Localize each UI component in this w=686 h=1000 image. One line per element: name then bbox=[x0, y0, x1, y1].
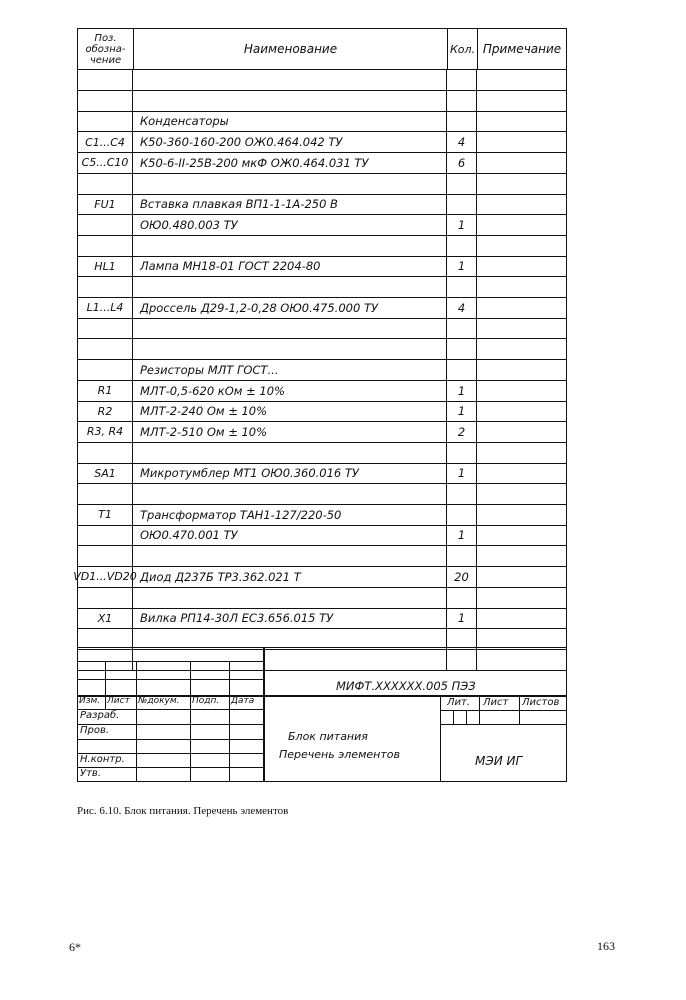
title-line1: Блок питания bbox=[288, 730, 368, 743]
row-name: Вилка РП14-30Л ЕС3.656.015 ТУ bbox=[133, 608, 447, 629]
row-quantity bbox=[447, 236, 477, 257]
table-row bbox=[77, 339, 567, 360]
row-name: Резисторы МЛТ ГОСТ... bbox=[133, 360, 447, 381]
row-position: HL1 bbox=[77, 256, 133, 277]
table-row bbox=[77, 132, 567, 153]
row-position: C1...C4 bbox=[77, 132, 133, 153]
row-name bbox=[133, 484, 447, 505]
row-note bbox=[477, 422, 567, 443]
row-note bbox=[477, 339, 567, 360]
header-name: Наименование bbox=[133, 28, 447, 70]
table-row bbox=[77, 381, 567, 402]
row-quantity: 1 bbox=[447, 608, 477, 629]
row-name: МЛТ-0,5-620 кОм ± 10% bbox=[133, 381, 447, 402]
col-list: Лист bbox=[107, 696, 130, 706]
table-row bbox=[77, 194, 567, 215]
header-position: Поз. обозна- чение bbox=[77, 28, 133, 70]
title-line2: Перечень элементов bbox=[279, 748, 400, 761]
label-listov: Листов bbox=[522, 697, 560, 708]
row-note bbox=[477, 174, 567, 195]
col-izm: Изм. bbox=[79, 696, 101, 706]
row-note bbox=[477, 318, 567, 339]
row-quantity: 2 bbox=[447, 422, 477, 443]
row-position: FU1 bbox=[77, 194, 133, 215]
table-row bbox=[77, 484, 567, 505]
row-note bbox=[477, 111, 567, 132]
table-row bbox=[77, 401, 567, 422]
row-quantity bbox=[447, 443, 477, 464]
table-row bbox=[77, 608, 567, 629]
table-row bbox=[77, 360, 567, 381]
label-list: Лист bbox=[483, 697, 509, 708]
row-position bbox=[77, 174, 133, 195]
row-name: ОЮ0.480.003 ТУ bbox=[133, 215, 447, 236]
row-quantity: 1 bbox=[447, 215, 477, 236]
row-name: Диод Д237Б ТР3.362.021 Т bbox=[133, 567, 447, 588]
row-quantity: 1 bbox=[447, 463, 477, 484]
table-row bbox=[77, 277, 567, 298]
row-quantity bbox=[447, 111, 477, 132]
row-note bbox=[477, 484, 567, 505]
row-note bbox=[477, 360, 567, 381]
table-row bbox=[77, 463, 567, 484]
row-note bbox=[477, 91, 567, 112]
col-ndoc: №докум. bbox=[138, 696, 180, 706]
row-note bbox=[477, 236, 567, 257]
table-row bbox=[77, 525, 567, 546]
row-position: VD1...VD20 bbox=[77, 567, 133, 588]
row-quantity: 1 bbox=[447, 381, 477, 402]
page-number: 163 bbox=[597, 939, 615, 953]
row-name bbox=[133, 546, 447, 567]
row-quantity bbox=[447, 194, 477, 215]
row-quantity: 1 bbox=[447, 401, 477, 422]
row-note bbox=[477, 132, 567, 153]
table-row bbox=[77, 70, 567, 91]
row-name bbox=[133, 318, 447, 339]
row-quantity bbox=[447, 546, 477, 567]
label-razrab: Разраб. bbox=[80, 710, 120, 721]
table-row bbox=[77, 256, 567, 277]
row-position bbox=[77, 215, 133, 236]
table-row bbox=[77, 443, 567, 464]
row-note bbox=[477, 608, 567, 629]
row-position bbox=[77, 91, 133, 112]
row-name: К50-360-160-200 ОЖ0.464.042 ТУ bbox=[133, 132, 447, 153]
row-position bbox=[77, 360, 133, 381]
row-quantity bbox=[447, 70, 477, 91]
row-quantity bbox=[447, 277, 477, 298]
row-position: R2 bbox=[77, 401, 133, 422]
row-note bbox=[477, 153, 567, 174]
document-code: МИФТ.XXXXXX.005 ПЭЗ bbox=[336, 679, 476, 693]
table-row bbox=[77, 298, 567, 319]
table-row bbox=[77, 546, 567, 567]
row-quantity bbox=[447, 484, 477, 505]
col-data: Дата bbox=[231, 696, 255, 706]
row-quantity: 6 bbox=[447, 153, 477, 174]
row-name: Лампа МН18-01 ГОСТ 2204-80 bbox=[133, 256, 447, 277]
row-note bbox=[477, 298, 567, 319]
table-row bbox=[77, 111, 567, 132]
table-row bbox=[77, 91, 567, 112]
row-quantity bbox=[447, 91, 477, 112]
row-name: Вставка плавкая ВП1-1-1А-250 В bbox=[133, 194, 447, 215]
row-quantity: 1 bbox=[447, 525, 477, 546]
row-quantity: 4 bbox=[447, 298, 477, 319]
row-position bbox=[77, 236, 133, 257]
row-name: К50-6-II-25В-200 мкФ ОЖ0.464.031 ТУ bbox=[133, 153, 447, 174]
row-name bbox=[133, 339, 447, 360]
row-note bbox=[477, 215, 567, 236]
row-name bbox=[133, 70, 447, 91]
row-position: L1...L4 bbox=[77, 298, 133, 319]
row-name bbox=[133, 277, 447, 298]
row-note bbox=[477, 463, 567, 484]
col-podp: Подп. bbox=[192, 696, 220, 706]
row-position: C5...C10 bbox=[77, 153, 133, 174]
table-row bbox=[77, 588, 567, 609]
row-position bbox=[77, 443, 133, 464]
label-prov: Пров. bbox=[80, 725, 110, 736]
header-note: Примечание bbox=[477, 28, 567, 70]
row-position bbox=[77, 111, 133, 132]
row-quantity bbox=[447, 339, 477, 360]
row-name bbox=[133, 443, 447, 464]
label-utv: Утв. bbox=[80, 768, 101, 779]
title-block bbox=[77, 647, 567, 782]
row-name: МЛТ-2-240 Ом ± 10% bbox=[133, 401, 447, 422]
row-name bbox=[133, 588, 447, 609]
table-row bbox=[77, 422, 567, 443]
row-name: Микротумблер МТ1 ОЮ0.360.016 ТУ bbox=[133, 463, 447, 484]
row-position: R3, R4 bbox=[77, 422, 133, 443]
row-position bbox=[77, 484, 133, 505]
row-position bbox=[77, 339, 133, 360]
row-name: МЛТ-2-510 Ом ± 10% bbox=[133, 422, 447, 443]
row-name bbox=[133, 236, 447, 257]
row-note bbox=[477, 546, 567, 567]
row-note bbox=[477, 443, 567, 464]
row-note bbox=[477, 256, 567, 277]
row-quantity: 20 bbox=[447, 567, 477, 588]
row-quantity bbox=[447, 318, 477, 339]
row-name: Дроссель Д29-1,2-0,28 ОЮ0.475.000 ТУ bbox=[133, 298, 447, 319]
row-quantity bbox=[447, 360, 477, 381]
row-note bbox=[477, 381, 567, 402]
row-note bbox=[477, 277, 567, 298]
row-position bbox=[77, 318, 133, 339]
table-row bbox=[77, 153, 567, 174]
row-quantity bbox=[447, 588, 477, 609]
row-note bbox=[477, 401, 567, 422]
row-quantity bbox=[447, 505, 477, 526]
row-name: Конденсаторы bbox=[133, 111, 447, 132]
row-name bbox=[133, 91, 447, 112]
table-row bbox=[77, 236, 567, 257]
table-row bbox=[77, 215, 567, 236]
header-quantity: Кол. bbox=[447, 28, 477, 70]
row-name: ОЮ0.470.001 ТУ bbox=[133, 525, 447, 546]
row-note bbox=[477, 588, 567, 609]
row-position: X1 bbox=[77, 608, 133, 629]
row-position bbox=[77, 546, 133, 567]
row-note bbox=[477, 505, 567, 526]
row-note bbox=[477, 525, 567, 546]
label-nkontr: Н.контр. bbox=[80, 754, 125, 765]
row-position bbox=[77, 525, 133, 546]
organization: МЭИ ИГ bbox=[475, 754, 523, 768]
table-row bbox=[77, 505, 567, 526]
row-quantity: 1 bbox=[447, 256, 477, 277]
label-lit: Лит. bbox=[447, 697, 471, 708]
row-quantity: 4 bbox=[447, 132, 477, 153]
table-row bbox=[77, 174, 567, 195]
row-position bbox=[77, 70, 133, 91]
page-mark-left: 6* bbox=[69, 940, 81, 954]
figure-caption: Рис. 6.10. Блок питания. Перечень элементов bbox=[77, 805, 289, 817]
row-note bbox=[477, 70, 567, 91]
table-row bbox=[77, 318, 567, 339]
row-position bbox=[77, 588, 133, 609]
table-row bbox=[73, 567, 567, 588]
row-quantity bbox=[447, 174, 477, 195]
row-position bbox=[77, 277, 133, 298]
row-position: SA1 bbox=[77, 463, 133, 484]
row-position: T1 bbox=[77, 505, 133, 526]
row-note bbox=[477, 567, 567, 588]
row-position: R1 bbox=[77, 381, 133, 402]
row-name: Трансформатор ТАН1-127/220-50 bbox=[133, 505, 447, 526]
row-note bbox=[477, 194, 567, 215]
row-name bbox=[133, 174, 447, 195]
